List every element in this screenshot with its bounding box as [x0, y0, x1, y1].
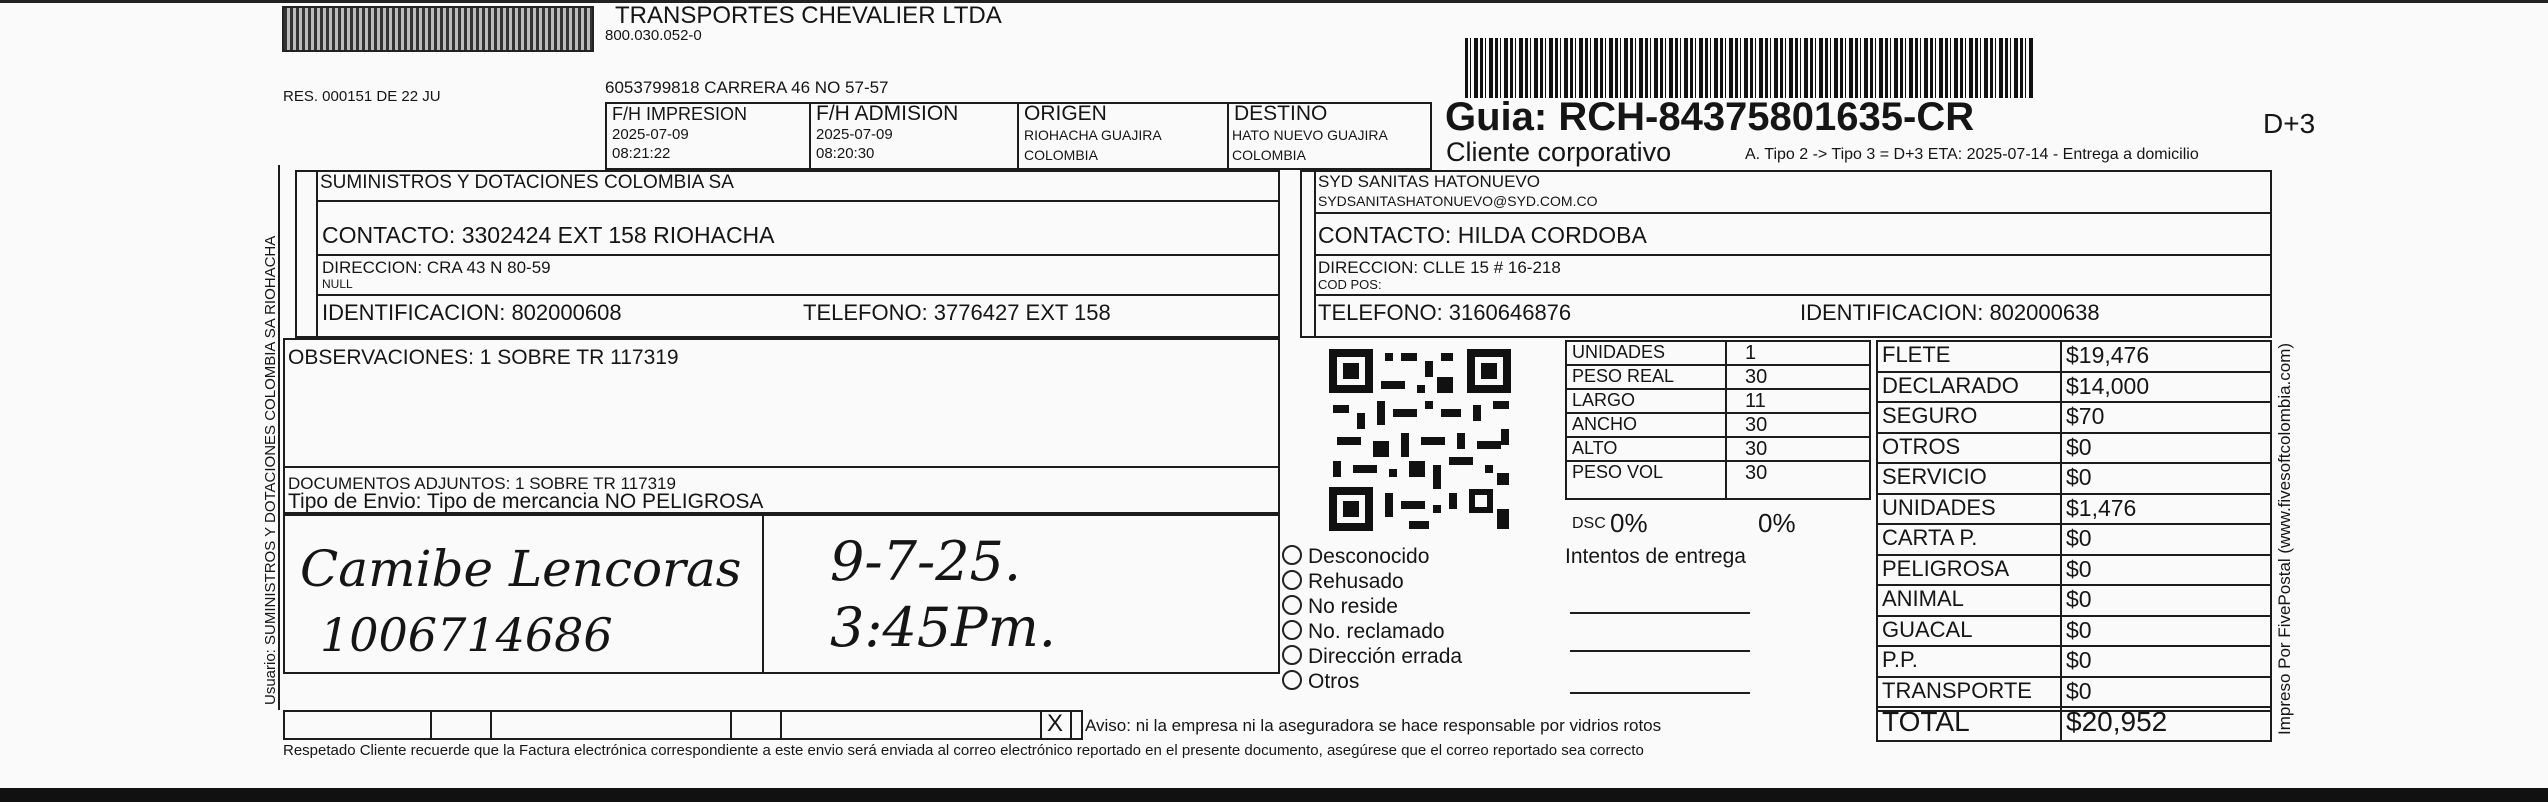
measure-row-rule	[1565, 364, 1871, 366]
guia-number: Guia: RCH-84375801635-CR	[1445, 95, 1975, 139]
charge-row-rule	[1876, 462, 2272, 464]
charge-value: $0	[2066, 677, 2092, 704]
charge-row-rule	[1876, 523, 2272, 525]
charge-row-rule	[1876, 584, 2272, 586]
side-left-rule	[278, 165, 280, 710]
charge-value: $0	[2066, 616, 2092, 643]
radio-circle-icon[interactable]	[1282, 545, 1302, 565]
origen-label: ORIGEN	[1024, 102, 1107, 125]
delivery-status-label: No reside	[1308, 595, 1398, 618]
pct2-value: 0%	[1758, 508, 1796, 538]
dsc-label: DSC	[1572, 515, 1606, 532]
intento-line-1	[1570, 612, 1750, 614]
side-user-text: Usuario: SUMINISTROS Y DOTACIONES COLOMBIA SA RIOHACHA	[262, 235, 279, 705]
radio-circle-icon[interactable]	[1282, 645, 1302, 665]
total-col-divider	[2060, 706, 2062, 742]
delivery-status-label: Otros	[1308, 670, 1360, 693]
charge-value: $14,000	[2066, 372, 2150, 399]
aviso-mark: X	[1047, 710, 1064, 737]
delivery-status-option[interactable]	[1282, 595, 1398, 619]
resolution-text: RES. 000151 DE 22 JU	[283, 88, 441, 105]
charge-value: $0	[2066, 555, 2092, 582]
measure-value: 11	[1745, 390, 1766, 412]
charge-row-rule	[1876, 401, 2272, 403]
radio-circle-icon[interactable]	[1282, 620, 1302, 640]
admision-time: 08:20:30	[816, 145, 875, 162]
origen-country: COLOMBIA	[1024, 147, 1098, 163]
delivery-status-label: Rehusado	[1308, 570, 1404, 593]
radio-circle-icon[interactable]	[1282, 670, 1302, 690]
receiver-rule-2	[1314, 254, 2272, 256]
barcode	[1465, 38, 2035, 98]
qr-code	[1325, 345, 1515, 535]
charge-row-rule	[1876, 676, 2272, 678]
charge-row-rule	[1876, 493, 2272, 495]
charge-value: $0	[2066, 525, 2092, 551]
measure-label: ANCHO	[1572, 414, 1638, 434]
company-name: TRANSPORTES CHEVALIER LTDA	[615, 2, 1002, 29]
tipo-envio-text: Tipo de Envio: Tipo de mercancia NO PELIGROSA	[288, 490, 764, 513]
measure-value: 30	[1745, 462, 1768, 484]
stub-row	[283, 710, 1083, 740]
measure-row-rule	[1565, 436, 1871, 438]
measure-value: 30	[1745, 366, 1768, 388]
side-printer-text: Impreso Por FivePostal (www.fivesoftcolombia.com)	[2275, 342, 2294, 735]
admision-label: F/H ADMISION	[816, 102, 959, 125]
handwritten-name: Camibe Lencoras	[300, 540, 742, 598]
footer-note: Respetado Cliente recuerde que la Factura electrónica correspondiente a este envio será enviada al correo electrónico reportado en el presente documento, asegúrese que el correo reportado sea correcto	[283, 742, 1644, 759]
stub-div-4	[780, 710, 782, 740]
total-value: $20,952	[2066, 706, 2168, 737]
sender-telefono: TELEFONO: 3776427 EXT 158	[803, 300, 1111, 325]
charge-label: P.P.	[1882, 647, 1918, 672]
dsc-value: 0%	[1610, 508, 1648, 538]
receiver-identificacion: IDENTIFICACION: 802000638	[1800, 300, 2100, 325]
sender-direccion: DIRECCION: CRA 43 N 80-59	[322, 258, 551, 277]
impresion-time: 08:21:22	[612, 145, 671, 162]
origen-city: RIOHACHA GUAJIRA	[1024, 127, 1162, 143]
scan-top-edge	[0, 0, 2548, 3]
charge-value: $0	[2066, 647, 2092, 673]
company-address: 6053799818 CARRERA 46 NO 57-57	[605, 78, 889, 97]
intento-line-3	[1570, 692, 1750, 694]
impresion-date: 2025-07-09	[612, 126, 689, 143]
charge-label: TRANSPORTE	[1882, 677, 2032, 703]
measure-value: 1	[1745, 342, 1757, 364]
sender-contacto: CONTACTO: 3302424 EXT 158 RIOHACHA	[322, 222, 775, 248]
charge-label: PELIGROSA	[1882, 555, 2010, 581]
observaciones-text: OBSERVACIONES: 1 SOBRE TR 117319	[288, 346, 679, 369]
receiver-telefono: TELEFONO: 3160646876	[1318, 300, 1572, 325]
service-note: A. Tipo 2 -> Tipo 3 = D+3 ETA: 2025-07-14 - Entrega a domicilio	[1745, 146, 2199, 163]
charge-row-rule	[1876, 371, 2272, 373]
destino-city: HATO NUEVO GUAJIRA	[1232, 127, 1388, 143]
charge-row-rule	[1876, 432, 2272, 434]
measure-value: 30	[1745, 438, 1768, 460]
charge-value: $0	[2066, 586, 2092, 612]
measure-label: PESO REAL	[1572, 366, 1675, 386]
charges-col-divider	[2060, 340, 2062, 712]
sender-rule-3	[318, 294, 1280, 296]
delivery-status-label: Desconocido	[1308, 545, 1430, 568]
stub-div-1	[430, 710, 432, 740]
sender-name: SUMINISTROS Y DOTACIONES COLOMBIA SA	[320, 172, 734, 193]
sender-rule-2	[318, 254, 1280, 256]
charge-label: DECLARADO	[1882, 372, 2019, 398]
receiver-name: SYD SANITAS HATONUEVO	[1318, 172, 1540, 191]
charge-label: ANIMAL	[1882, 586, 1964, 611]
charge-label: GUACAL	[1882, 616, 1973, 642]
destino-label: DESTINO	[1234, 102, 1328, 125]
measure-label: LARGO	[1572, 390, 1636, 410]
receiver-codpos: COD POS:	[1318, 277, 1382, 292]
measure-row-rule	[1565, 412, 1871, 414]
charge-value: $19,476	[2066, 342, 2150, 368]
measure-value: 30	[1745, 414, 1768, 436]
measure-label: ALTO	[1572, 438, 1618, 458]
charge-label: OTROS	[1882, 433, 1961, 459]
receiver-email: SYDSANITASHATONUEVO@SYD.COM.CO	[1318, 193, 1598, 209]
receiver-inner-rule	[1314, 170, 1316, 338]
charge-value: $0	[2066, 433, 2092, 460]
handwritten-id: 1006714686	[320, 608, 613, 662]
radio-circle-icon[interactable]	[1282, 595, 1302, 615]
delivery-status-option[interactable]	[1282, 645, 1462, 669]
charge-label: SERVICIO	[1882, 464, 1987, 489]
delivery-status-option[interactable]	[1282, 545, 1429, 569]
scan-bottom-edge	[0, 788, 2548, 802]
company-logo	[282, 6, 594, 52]
aviso-text: Aviso: ni la empresa ni la aseguradora se hace responsable por vidrios rotos	[1085, 716, 1662, 735]
charge-label: SEGURO	[1882, 403, 1978, 428]
sender-identificacion: IDENTIFICACION: 802000608	[322, 300, 622, 325]
impresion-label: F/H IMPRESION	[612, 104, 748, 124]
charge-row-rule	[1876, 554, 2272, 556]
stub-div-3	[730, 710, 732, 740]
charge-label: CARTA P.	[1882, 525, 1978, 550]
measure-label: PESO VOL	[1572, 462, 1664, 482]
handwritten-date: 9-7-25.	[830, 530, 1022, 593]
sender-inner-rule	[316, 170, 318, 338]
receiver-rule-3	[1314, 294, 2272, 296]
sender-rule-1	[318, 200, 1280, 202]
radio-circle-icon[interactable]	[1282, 570, 1302, 590]
charge-value: $1,476	[2066, 494, 2137, 521]
charge-row-rule	[1876, 615, 2272, 617]
intento-line-2	[1570, 650, 1750, 652]
delivery-status-label: No. reclamado	[1308, 620, 1445, 643]
d-plus-label: D+3	[2263, 108, 2316, 139]
handwritten-time: 3:45Pm.	[830, 596, 1056, 659]
receiver-rule-1	[1314, 212, 2272, 214]
sender-null: NULL	[322, 277, 353, 291]
charge-value: $0	[2066, 464, 2092, 490]
measure-row-rule	[1565, 460, 1871, 462]
delivery-status-label: Dirección errada	[1308, 645, 1463, 668]
receiver-direccion: DIRECCION: CLLE 15 # 16-218	[1318, 258, 1561, 277]
admision-date: 2025-07-09	[816, 126, 893, 143]
charge-label: UNIDADES	[1882, 494, 1996, 520]
delivery-status-option[interactable]	[1282, 570, 1404, 594]
charge-value: $70	[2066, 403, 2105, 429]
delivery-status-option[interactable]	[1282, 620, 1445, 644]
signature-line	[283, 672, 1280, 674]
charge-label: FLETE	[1882, 342, 1951, 367]
delivery-status-option[interactable]	[1282, 670, 1359, 694]
total-label: TOTAL	[1882, 706, 1970, 737]
documentos-text: DOCUMENTOS ADJUNTOS: 1 SOBRE TR 117319	[288, 474, 676, 493]
receiver-contacto: CONTACTO: HILDA CORDOBA	[1318, 222, 1647, 248]
company-nit: 800.030.052-0	[605, 27, 702, 44]
stub-div-2	[490, 710, 492, 740]
destino-country: COLOMBIA	[1232, 147, 1306, 163]
intentos-label: Intentos de entrega	[1565, 545, 1746, 568]
measure-row-rule	[1565, 388, 1871, 390]
cliente-label: Cliente corporativo	[1446, 137, 1672, 167]
measure-label: UNIDADES	[1572, 342, 1666, 362]
signature-divider	[762, 514, 764, 674]
charge-row-rule	[1876, 645, 2272, 647]
